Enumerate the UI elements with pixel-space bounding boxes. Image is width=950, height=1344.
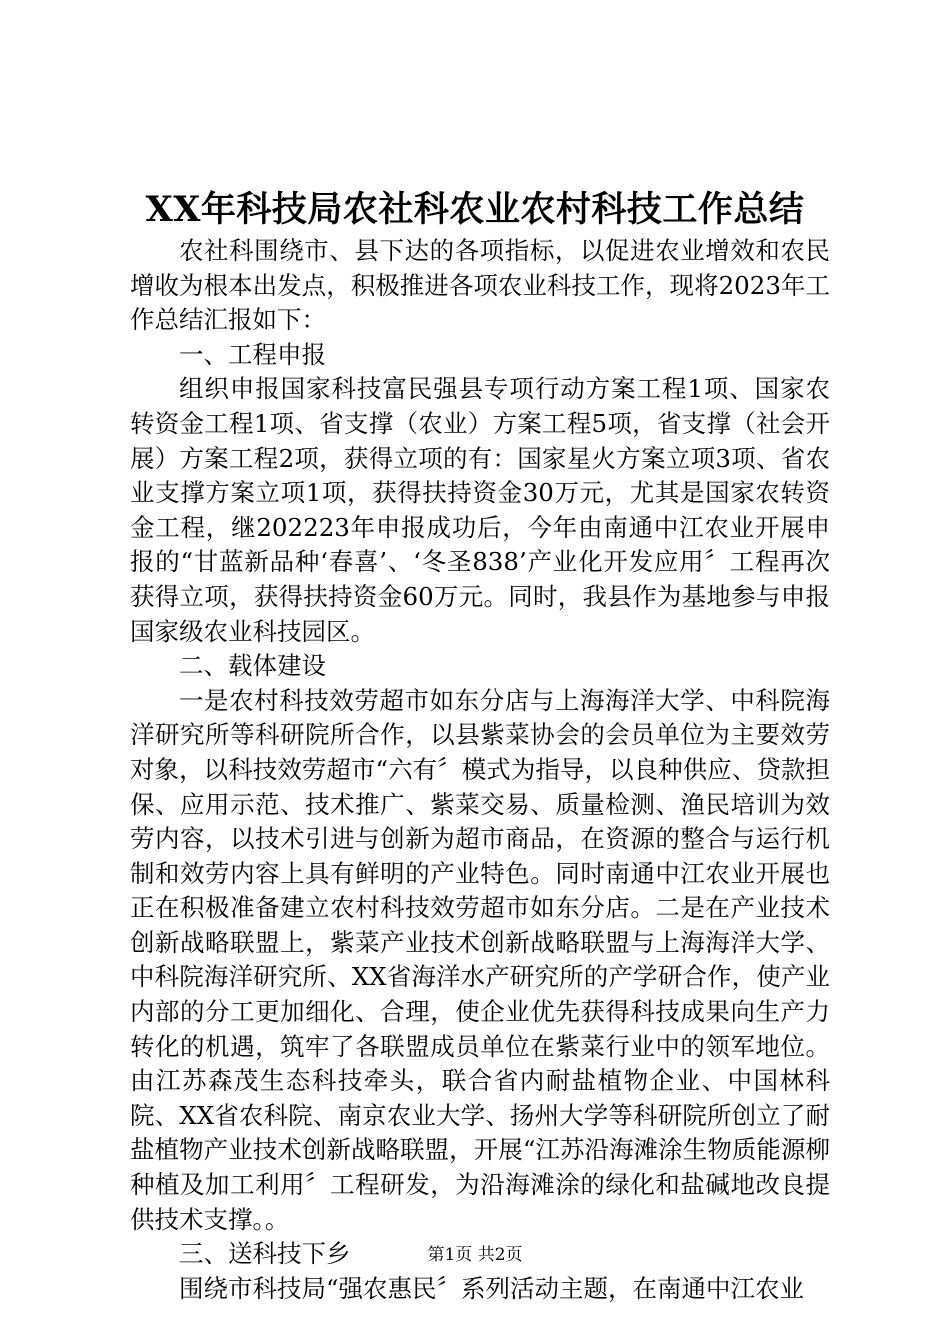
intro-paragraph: 农社科围绕市、县下达的各项指标，以促进农业增效和农民增收为根本出发点，积极推进各项农业科技工作，现将2023年工作总结汇报如下： — [130, 236, 830, 335]
paragraph-carrier-construction: 一是农村科技效劳超市如东分店与上海海洋大学、中科院海洋研究所等科研院所合作，以县紫菜协会的会员单位为主要效劳对象，以科技效劳超市“六有〞模式为指导，以良种供应、贷款担保、应用示范、技术推广、紫菜交易、质量检测、渔民培训为效劳内容，以技术引进与创新为超市商品，在资源的整合与运行机制和效劳内容上具有鲜明的产业特色。同时南通中江农业开展也正在积极准备建立农村科技效劳超市如东分店。二是在产业技术创新战略联盟上，紫菜产业技术创新战略联盟与上海海洋大学、中科院海洋研究所、XX省海洋水产研究所的产学研合作，使产业内部的分工更加细化、合理，使企业优先获得科技成果向生产力转化的机遇，筑牢了各联盟成员单位在紫菜行业中的领军地位。由江苏森茂生态科技牵头，联合省内耐盐植物企业、中国林科院、XX省农科院、南京农业大学、扬州大学等科研院所创立了耐盐植物产业技术创新战略联盟，开展“江苏沿海滩涂生物质能源柳种植及加工利用〞工程研发，为沿海滩涂的绿化和盐碱地改良提供技术支撑。。 — [130, 685, 830, 1234]
document-body — [130, 234, 830, 1306]
document-title: XX年科技局农社科农业农村科技工作总结 — [145, 189, 805, 230]
section-heading-technology-to-countryside: 三、送科技下乡 — [179, 1239, 351, 1269]
paragraph-technology-to-countryside: 围绕市科技局“强农惠民〞系列活动主题，在南通中江农业 — [179, 1273, 805, 1303]
paragraph-project-application: 组织申报国家科技富民强县专项行动方案工程1项、国家农转资金工程1项、省支撑（农业）方案工程5项，省支撑（社会开展）方案工程2项，获得立项的有：国家星火方案立项3项、省农业支撑方案立项1项，获得扶持资金30万元，尤其是国家农转资金工程，继202223年申报成功后，今年由南通中江农业开展申报的“甘蓝新品种‘春喜’、‘冬圣838’产业化开发应用〞工程再次获得立项，获得扶持资金60万元。同时，我县作为基地参与申报国家级农业科技园区。 — [130, 374, 830, 646]
section-heading-project-application: 一、工程申报 — [179, 339, 326, 369]
page-number-footer: 第1页 共2页 — [427, 1245, 523, 1265]
section-heading-carrier-construction: 二、载体建设 — [179, 651, 326, 681]
